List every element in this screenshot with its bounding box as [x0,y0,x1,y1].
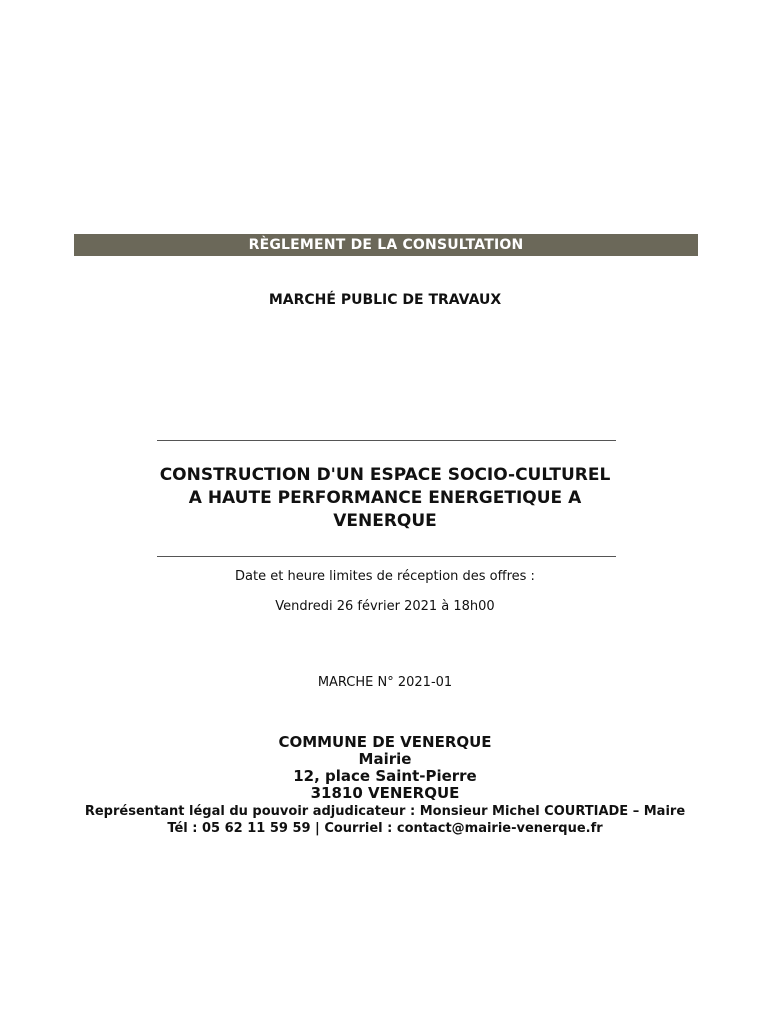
project-title [120,464,650,533]
project-title-line-1: CONSTRUCTION D'UN ESPACE SOCIO-CULTUREL [159,465,611,485]
commune-street: 12, place Saint-Pierre [293,767,477,785]
deadline-date: Vendredi 26 février 2021 à 18h00 [275,599,495,614]
commune-name: COMMUNE DE VENERQUE [278,733,492,751]
commune-building: Mairie [358,750,412,768]
document-type-banner [74,234,698,256]
banner-text: RÈGLEMENT DE LA CONSULTATION [248,237,524,253]
deadline-label: Date et heure limites de réception des offres : [235,569,535,584]
contact-block [0,803,770,837]
project-title-line-3: VENERQUE [333,511,437,531]
phone-email: Tél : 05 62 11 59 59 | Courriel : contact@mairie-venerque.fr [167,821,603,836]
commune-city: 31810 VENERQUE [310,784,460,802]
title-top-divider [157,440,616,441]
project-title-line-2: A HAUTE PERFORMANCE ENERGETIQUE A [188,488,582,508]
legal-representative: Représentant légal du pouvoir adjudicateur : Monsieur Michel COURTIADE – Maire [84,804,686,819]
marche-number: MARCHE N° 2021-01 [317,675,453,690]
commune-address-block [0,734,770,802]
title-bottom-divider [157,556,616,557]
contract-type-subtitle: MARCHÉ PUBLIC DE TRAVAUX [268,292,502,308]
